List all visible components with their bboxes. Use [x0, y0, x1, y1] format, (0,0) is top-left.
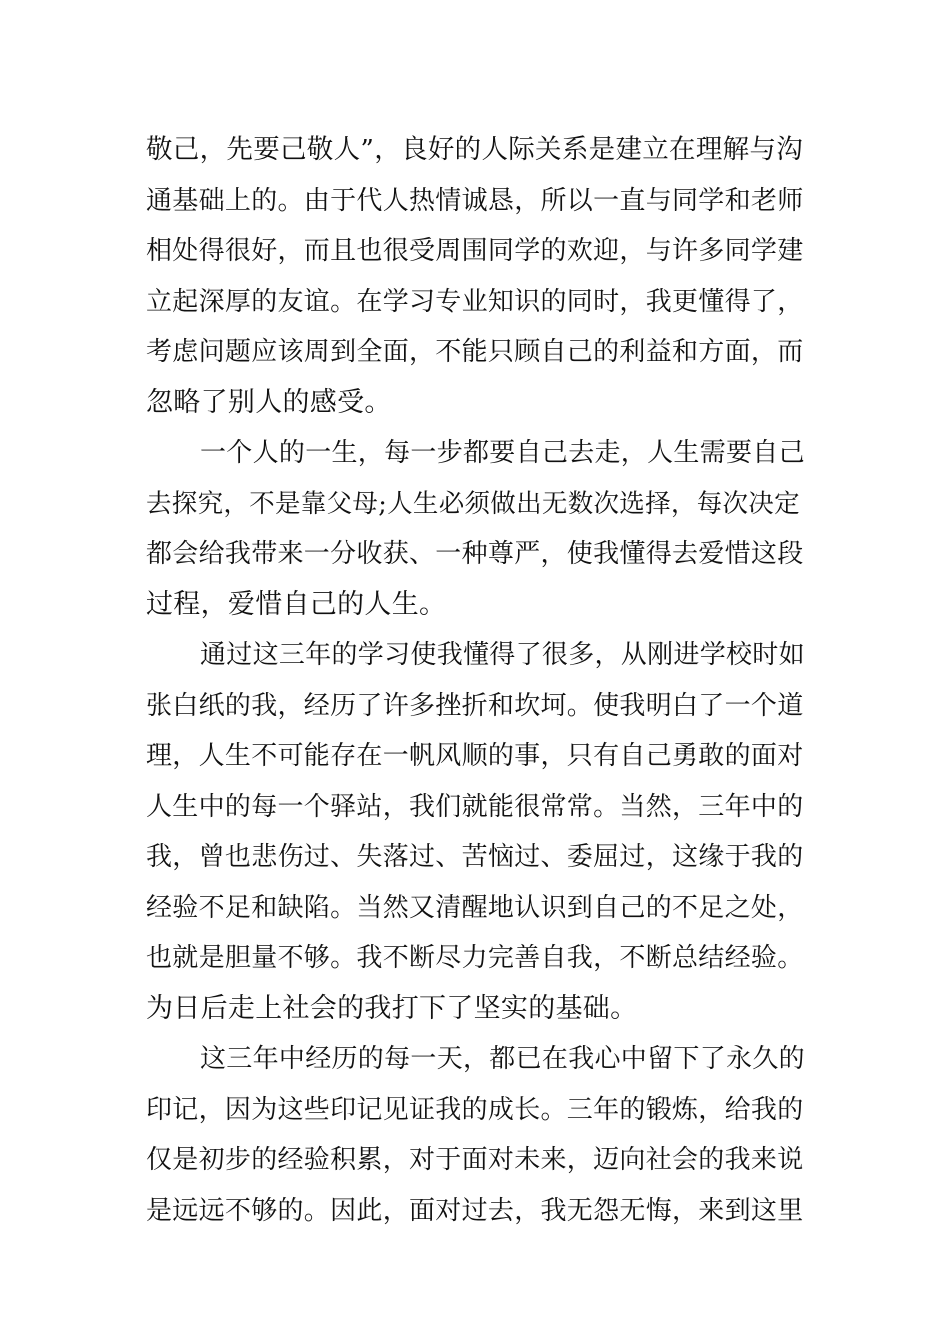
paragraph-first-line: 这三年中经历的每一天，都已在我心中留下了永久的: [200, 1044, 805, 1074]
document-body: [146, 125, 808, 1236]
text-line: 考虑问题应该周到全面，不能只顾自己的利益和方面，而: [146, 337, 804, 367]
text-line: 是远远不够的。因此，面对过去，我无怨无悔，来到这里: [146, 1195, 804, 1226]
text-line: 经验不足和缺陷。当然又清醒地认识到自己的不足之处，: [146, 892, 804, 923]
text-line: 去探究，不是靠父母;人生必须做出无数次选择，每次决定: [146, 488, 800, 519]
text-line: 为日后走上社会的我打下了坚实的基础。: [146, 992, 638, 1024]
text-line: 相处得很好，而且也很受周围同学的欢迎，与许多同学建: [146, 236, 804, 266]
text-line: 忽略了别人的感受。: [146, 386, 392, 418]
text-line: 人生中的每一个驿站，我们就能很常常。当然，三年中的: [146, 791, 804, 822]
text-line: 立起深厚的友谊。在学习专业知识的同时，我更懂得了，: [146, 286, 804, 317]
text-line: 都会给我带来一分收获、一种尊严，使我懂得去爱惜这段: [146, 539, 804, 569]
text-line: 通基础上的。由于代人热情诚恳，所以一直与同学和老师: [146, 185, 804, 216]
text-line: 我，曾也悲伤过、失落过、苦恼过、委屈过，这缘于我的: [146, 842, 804, 872]
text-line: 理，人生不可能存在一帆风顺的事，只有自己勇敢的面对: [146, 741, 804, 771]
text-line: 仅是初步的经验积累，对于面对未来，迈向社会的我来说: [146, 1145, 804, 1175]
paragraph-first-line: 一个人的一生，每一步都要自己去走，人生需要自己: [200, 438, 805, 468]
paragraph-first-line: 通过这三年的学习使我懂得了很多，从刚进学校时如: [200, 640, 805, 670]
text-line: 敬己，先要己敬人”，良好的人际关系是建立在理解与沟: [146, 134, 804, 165]
text-line: 张白纸的我，经历了许多挫折和坎坷。使我明白了一个道: [146, 690, 804, 721]
text-line: 过程，爱惜自己的人生。: [146, 588, 447, 620]
text-line: 印记，因为这些印记见证我的成长。三年的锻炼，给我的: [146, 1094, 804, 1125]
text-line: 也就是胆量不够。我不断尽力完善自我，不断总结经验。: [146, 943, 804, 973]
